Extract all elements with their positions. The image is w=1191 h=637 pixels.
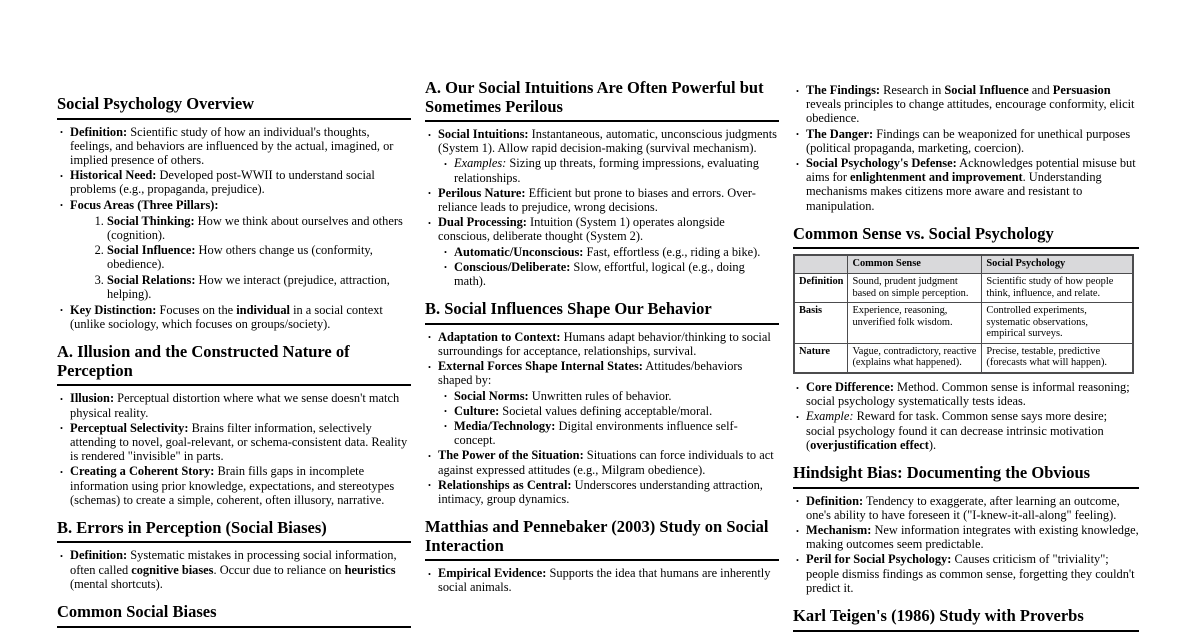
document-column-3 (793, 75, 1139, 637)
bullet-list (438, 389, 779, 448)
list-item (438, 186, 779, 214)
list-item-text: Definition: Tendency to exaggerate, after learning an outcome, one's ability to have foreseen it ("I-knew-it-all-along" feeling). (806, 493, 1120, 522)
list-item (438, 127, 779, 185)
bullet-list (57, 391, 411, 507)
list-item (454, 419, 779, 447)
table-row-label: Basis (794, 303, 848, 344)
table-header-cell (794, 255, 848, 273)
list-item (454, 389, 779, 403)
list-item (70, 548, 411, 591)
list-item (438, 359, 779, 447)
list-item-text: Empirical Evidence: Supports the idea that humans are inherently social animals. (438, 566, 771, 595)
section-heading: A. Our Social Intuitions Are Often Powerful but Sometimes Perilous (425, 79, 779, 122)
list-item (454, 260, 779, 288)
list-item (438, 448, 779, 476)
list-item-text: Social Relations: How we interact (prejudice, attraction, helping). (107, 272, 390, 301)
document-column-2 (425, 75, 779, 637)
list-item-text: Key Distinction: Focuses on the individual in a social context (unlike sociology, which focuses on groups/society). (70, 302, 383, 332)
list-item-text: Relationships as Central: Underscores understanding attraction, intimacy, group dynamics. (438, 477, 763, 506)
table-head (794, 255, 1133, 273)
table-header-row (794, 255, 1133, 273)
list-item-text: Automatic/Unconscious: Fast, effortless (e.g., riding a bike). (454, 244, 761, 259)
section-heading: A. Illusion and the Constructed Nature of Perception (57, 343, 411, 386)
list-item-text: Definition: Systematic mistakes in processing social information, often called cognitive biases. Occur due to reliance on heuristics (mental shortcuts). (70, 548, 397, 591)
bullet-list (425, 330, 779, 506)
section-heading: B. Errors in Perception (Social Biases) (57, 519, 411, 544)
section-heading: Common Sense vs. Social Psychology (793, 225, 1139, 250)
table-cell: Scientific study of how people think, influence, and relate. (982, 273, 1133, 302)
list-item-text: Perceptual Selectivity: Brains filter information, selectively attending to novel, goal-relevant, or schema-consistent data. Reality is rendered "invisible" in parts. (70, 420, 408, 464)
list-item (107, 243, 411, 271)
bullet-list (425, 127, 779, 288)
list-item-text: Social Intuitions: Instantaneous, automatic, unconscious judgments (System 1). Allow rapid decision-making (survival mechanism). (438, 127, 778, 156)
list-item-text: Perilous Nature: Efficient but prone to biases and errors. Over-reliance leads to prejudice, wrong decisions. (438, 185, 756, 215)
list-item (438, 215, 779, 288)
list-item-text: Core Difference: Method. Common sense is informal reasoning; social psychology systematically tests ideas. (806, 380, 1130, 409)
list-item (107, 214, 411, 242)
list-item-text: Social Norms: Unwritten rules of behavior. (454, 388, 672, 403)
list-item-text: Examples: Sizing up threats, forming impressions, evaluating relationships. (454, 156, 759, 185)
table-row-label: Definition (794, 273, 848, 302)
table-cell: Controlled experiments, systematic observations, empirical surveys. (982, 303, 1133, 344)
list-item-text: Illusion: Perceptual distortion where what we sense doesn't match physical reality. (70, 391, 400, 420)
bullet-list (438, 156, 779, 184)
list-item (107, 273, 411, 301)
table-cell: Experience, reasoning, unverified folk wisdom. (848, 303, 982, 344)
list-item-text: Historical Need: Developed post-WWII to understand social problems (e.g., propaganda, prejudice). (70, 168, 375, 197)
list-item (454, 404, 779, 418)
section-heading: B. Social Influences Shape Our Behavior (425, 300, 779, 325)
list-item-text: The Danger: Findings can be weaponized for unethical purposes (political propaganda, marketing, coercion). (806, 126, 1131, 155)
bullet-list (793, 380, 1139, 452)
bullet-list (438, 245, 779, 289)
comparison-table (793, 254, 1134, 374)
section-heading: Karl Teigen's (1986) Study with Proverbs (793, 607, 1139, 632)
table-header-cell: Common Sense (848, 255, 982, 273)
bullet-list (425, 566, 779, 594)
list-item-text: The Findings: Research in Social Influence and Persuasion reveals principles to change attitudes, encourage conformity, elicit obedience. (806, 83, 1135, 126)
list-item (806, 156, 1139, 213)
list-item-text: Creating a Coherent Story: Brain fills gaps in incomplete information using prior knowledge, expectations, and stereotypes (schemas) to create a simple, coherent, often illusory, narrative. (70, 464, 395, 507)
list-item (70, 421, 411, 464)
table-row (794, 303, 1133, 344)
list-item (438, 478, 779, 506)
numbered-list (70, 214, 411, 301)
list-item (454, 245, 779, 259)
list-item-text: Definition: Scientific study of how an individual's thoughts, feelings, and behaviors are influenced by the actual, imagined, or implied presence of others. (70, 124, 394, 167)
list-item (806, 552, 1139, 595)
bullet-list (57, 548, 411, 591)
list-item (806, 523, 1139, 551)
list-item-text: External Forces Shape Internal States: Attitudes/behaviors shaped by: (438, 359, 743, 388)
bullet-list (793, 494, 1139, 595)
list-item-text: Culture: Societal values defining acceptable/moral. (454, 403, 713, 418)
table-cell: Precise, testable, predictive (forecasts what will happen). (982, 343, 1133, 373)
list-item-text: Social Psychology's Defense: Acknowledges potential misuse but aims for enlightenment and improvement. Understanding mechanisms makes citizens more aware and resistant to manipulation. (806, 156, 1136, 213)
list-item-text: Media/Technology: Digital environments influence self-concept. (454, 418, 738, 448)
list-item (70, 198, 411, 301)
list-item (454, 156, 779, 184)
list-item (806, 127, 1139, 155)
table-cell: Sound, prudent judgment based on simple perception. (848, 273, 982, 302)
list-item (438, 566, 779, 594)
list-item-text: Mechanism: New information integrates with existing knowledge, making outcomes seem predictable. (806, 523, 1139, 552)
list-item (438, 330, 779, 358)
list-item-text: Focus Areas (Three Pillars): (70, 197, 219, 212)
list-item (70, 391, 411, 419)
bullet-list (793, 83, 1139, 213)
list-item-text: Social Thinking: How we think about ourselves and others (cognition). (107, 213, 403, 242)
list-item-text: Conscious/Deliberate: Slow, effortful, logical (e.g., doing math). (454, 259, 745, 289)
table-row (794, 273, 1133, 302)
table-row-label: Nature (794, 343, 848, 373)
list-item (70, 464, 411, 507)
table-row (794, 343, 1133, 373)
list-item-text: Peril for Social Psychology: Causes criticism of "triviality"; people dismiss findings as common sense, forgetting they couldn't predict it. (806, 552, 1135, 595)
list-item (806, 494, 1139, 522)
list-item (806, 83, 1139, 126)
list-item-text: Dual Processing: Intuition (System 1) operates alongside conscious, deliberate thought (System 2). (438, 215, 725, 244)
list-item-text: Adaptation to Context: Humans adapt behavior/thinking to social surroundings for acceptance, relationships, survival. (438, 329, 771, 358)
list-item (70, 168, 411, 196)
section-heading: Hindsight Bias: Documenting the Obvious (793, 464, 1139, 489)
list-item-text: Example: Reward for task. Common sense says more desire; social psychology found it can decrease intrinsic motivation (overjustification effect). (806, 409, 1108, 452)
section-heading: Common Social Biases (57, 603, 411, 628)
list-item (806, 380, 1139, 408)
table-cell: Vague, contradictory, reactive (explains what happened). (848, 343, 982, 373)
list-item-text: Social Influence: How others change us (conformity, obedience). (107, 243, 373, 272)
table-body (794, 273, 1133, 373)
document-column-1 (57, 75, 411, 637)
list-item (70, 303, 411, 331)
list-item (70, 125, 411, 168)
section-heading: Matthias and Pennebaker (2003) Study on Social Interaction (425, 518, 779, 561)
list-item (806, 409, 1139, 452)
section-heading: Social Psychology Overview (57, 95, 411, 120)
table-header-cell: Social Psychology (982, 255, 1133, 273)
list-item-text: The Power of the Situation: Situations can force individuals to act against expressed attitudes (e.g., Milgram obedience). (438, 448, 774, 477)
bullet-list (57, 125, 411, 332)
